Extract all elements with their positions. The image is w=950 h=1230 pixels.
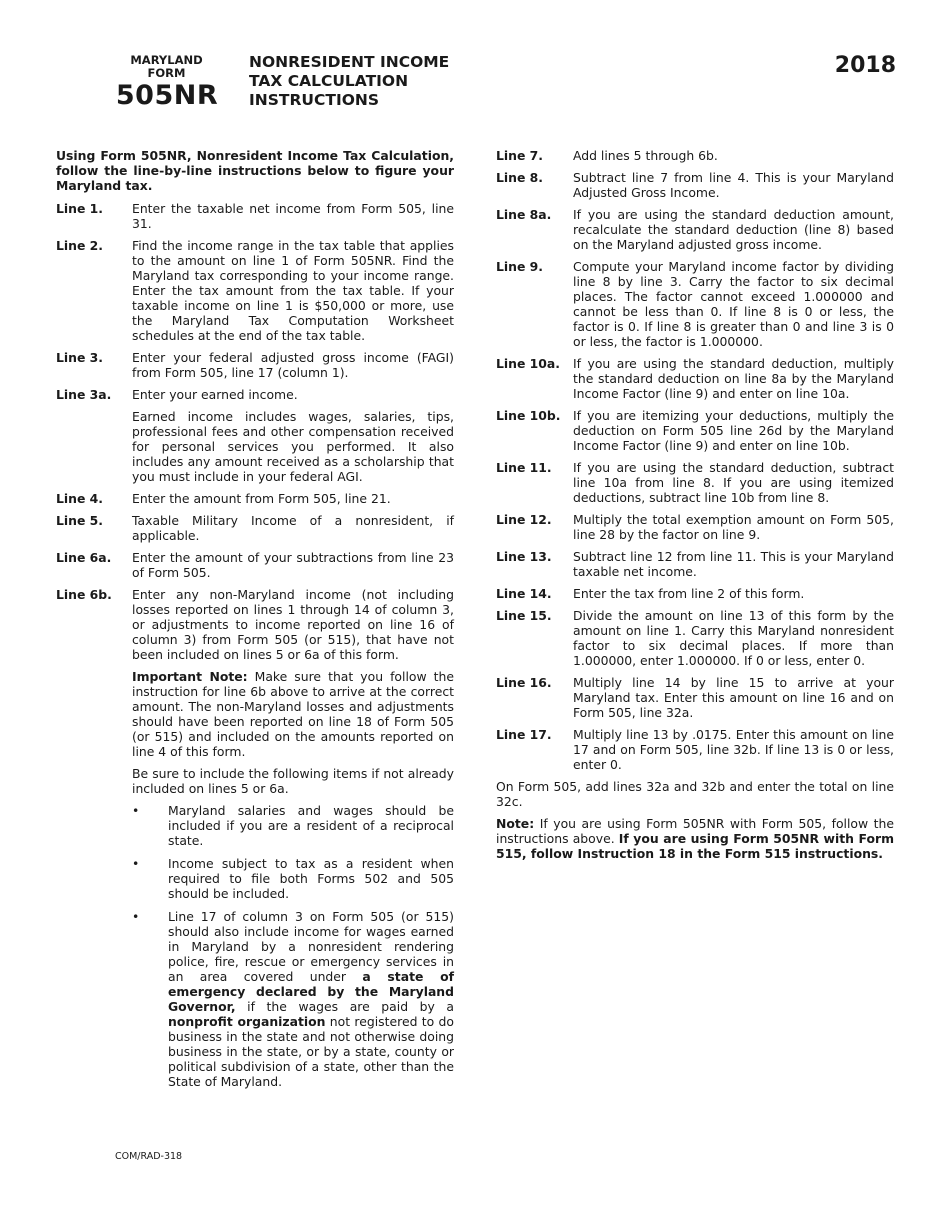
bullet-item [56, 856, 454, 901]
form-word-label: FORM [147, 66, 186, 80]
bullet-item [56, 803, 454, 848]
form-title-line: TAX CALCULATION [249, 72, 409, 90]
line-text: Subtract line 12 from line 11. This is your Maryland taxable net income. [573, 549, 894, 579]
bullet-text-part: not registered to do business in the state and not otherwise doing business in the state, or by a state, county or political subdivision of a state, other than the State of Maryland. [168, 1014, 454, 1089]
line-text: Enter the tax from line 2 of this form. [573, 586, 805, 601]
line-label: Line 7. [496, 148, 544, 163]
final-note-text: If you are using Form 505NR with Form 505, follow the instructions above. [496, 816, 894, 846]
bullet-item [56, 909, 454, 1089]
line-text: Multiply the total exemption amount on Form 505, line 28 by the factor on line 9. [573, 512, 894, 542]
line-text: Enter the taxable net income from Form 505, line 31. [132, 201, 454, 231]
bullet-text: Income subject to tax as a resident when required to file both Forms 502 and 505 should be included. [168, 856, 454, 901]
line-text: Subtract line 7 from line 4. This is your Maryland Adjusted Gross Income. [573, 170, 894, 200]
left-column [56, 148, 454, 1097]
line-label: Line 8. [496, 170, 544, 185]
line-text: Enter any non-Maryland income (not including losses reported on lines 1 through 14 of column 3, or adjustments to income reported on line 16 of column 3) from Form 505 (or 515), that have not been included on lines 5 or 6a of this form. [132, 587, 454, 662]
instruction-line-9 [496, 259, 894, 349]
line-label: Line 15. [496, 608, 552, 623]
instruction-line-4 [56, 491, 454, 506]
line-label: Line 4. [56, 491, 104, 506]
line-text: Enter your federal adjusted gross income (FAGI) from Form 505, line 17 (column 1). [132, 350, 454, 380]
line-text: Taxable Military Income of a nonresident, if applicable. [132, 513, 454, 543]
line-label: Line 6a. [56, 550, 112, 565]
earned-income-note: Earned income includes wages, salaries, tips, professional fees and other compensation received for personal services you performed. It also includes any amount received as a scholarship that you must include in your federal AGI. [132, 409, 454, 484]
line-text: Compute your Maryland income factor by dividing line 8 by line 3. Carry the factor to six decimal places. The factor cannot exceed 1.000000 and cannot be less than 0. If line 8 is 0 or less, the factor is 0. If line 8 is greater than 0 and line 3 is 0 or less, the factor is 1.000000. [573, 259, 894, 349]
bullet-text-part: if the wages are paid by a [235, 999, 454, 1014]
instruction-line-2 [56, 238, 454, 343]
line-label: Line 5. [56, 513, 104, 528]
bullet-text-bold: nonprofit organization [168, 1014, 326, 1029]
form-title [249, 53, 489, 110]
instruction-line-3 [56, 350, 454, 380]
important-note-text: Make sure that you follow the instruction for line 6b above to arrive at the correct amount. The non-Maryland losses and adjustments should have been reported on line 18 of Form 505 (or 515) and included on the amounts reported on line 4 of this form. [132, 669, 454, 759]
line-text: Find the income range in the tax table that applies to the amount on line 1 of Form 505NR. Find the Maryland tax corresponding to your income range. Enter the tax amount from the tax table. If your taxable income on line 1 is $50,000 or more, use the Maryland Tax Computation Worksheet schedules at the end of the tax table. [132, 238, 454, 343]
line-label: Line 6b. [56, 587, 112, 602]
important-note [56, 669, 454, 759]
instruction-line-17 [496, 727, 894, 772]
bullet-text: Maryland salaries and wages should be included if you are a resident of a reciprocal state. [168, 803, 454, 848]
instruction-line-6a [56, 550, 454, 580]
bullet-mark: • [132, 856, 140, 871]
instruction-line-11 [496, 460, 894, 505]
instruction-line-16 [496, 675, 894, 720]
line-label: Line 2. [56, 238, 104, 253]
bullet-text-part: Line 17 of column 3 on Form 505 (or 515) should also include income for wages earned in Maryland by a nonresident rendering police, fire, rescue or emergency services in an area covered under [168, 909, 454, 984]
instruction-line-5 [56, 513, 454, 543]
line-text: Enter your earned income. [132, 387, 298, 402]
form-title-line: NONRESIDENT INCOME [249, 53, 450, 71]
final-note-bold: If you are using Form 505NR with Form 515, follow Instruction 18 in the Form 515 instructions. [496, 831, 895, 861]
line-text: Multiply line 13 by .0175. Enter this amount on line 17 and on Form 505, line 32b. If line 13 is 0 or less, enter 0. [573, 727, 894, 772]
line-text: Multiply line 14 by line 15 to arrive at your Maryland tax. Enter this amount on line 16 and on Form 505, line 32a. [573, 675, 894, 720]
line-label: Line 16. [496, 675, 552, 690]
line-text: Divide the amount on line 13 of this form by the amount on line 1. Carry this Maryland nonresident factor to six decimal places. If more than 1.000000, enter 1.000000. If 0 or less, enter 0. [573, 608, 894, 668]
instruction-line-10b [496, 408, 894, 453]
form-code-footer: COM/RAD-318 [115, 1151, 183, 1162]
instruction-line-10a [496, 356, 894, 401]
line-text: Enter the amount from Form 505, line 21. [132, 491, 391, 506]
line-text: If you are using the standard deduction, subtract line 10a from line 8. If you are using itemized deductions, subtract line 10b from line 8. [573, 460, 894, 505]
instruction-line-8a [496, 207, 894, 252]
be-sure-paragraph: Be sure to include the following items if not already included on lines 5 or 6a. [132, 766, 454, 796]
instruction-line-6b [56, 587, 454, 662]
form-number: 505NR [115, 80, 219, 111]
form-state-label: MARYLAND [130, 53, 203, 67]
instruction-line-8 [496, 170, 894, 200]
line-label: Line 11. [496, 460, 552, 475]
instruction-line-15 [496, 608, 894, 668]
line-text: If you are itemizing your deductions, multiply the deduction on Form 505 line 26d by the Maryland Income Factor (line 9) and enter on line 10b. [573, 408, 894, 453]
final-note [496, 816, 894, 861]
line-label: Line 10b. [496, 408, 561, 423]
line-label: Line 14. [496, 586, 552, 601]
line-text: Enter the amount of your subtractions from line 23 of Form 505. [132, 550, 454, 580]
instruction-line-3a [56, 387, 454, 402]
instruction-line-13 [496, 549, 894, 579]
line-label: Line 1. [56, 201, 104, 216]
instruction-line-12 [496, 512, 894, 542]
instruction-line-7 [496, 148, 894, 163]
line-label: Line 10a. [496, 356, 560, 371]
form-title-line: INSTRUCTIONS [249, 91, 380, 109]
line-text: Add lines 5 through 6b. [573, 148, 718, 163]
bullet-text-bold: a state of emergency declared by the Maryland Governor, [168, 969, 454, 1014]
important-note-label: Important Note: [132, 669, 248, 684]
closing-paragraph: On Form 505, add lines 32a and 32b and enter the total on line 32c. [496, 779, 894, 809]
final-note-label: Note: [496, 816, 535, 831]
line-text: If you are using the standard deduction, multiply the standard deduction on line 8a by the Maryland Income Factor (line 9) and enter on line 10a. [573, 356, 894, 401]
line-label: Line 8a. [496, 207, 552, 222]
instruction-line-14 [496, 586, 894, 601]
bullet-text [168, 909, 454, 1089]
line-label: Line 17. [496, 727, 552, 742]
intro-paragraph: Using Form 505NR, Nonresident Income Tax Calculation, follow the line-by-line instructions below to figure your Maryland tax. [56, 148, 454, 193]
line-label: Line 3a. [56, 387, 112, 402]
line-label: Line 3. [56, 350, 104, 365]
line-label: Line 12. [496, 512, 552, 527]
tax-year: 2018 [834, 53, 896, 78]
bullet-mark: • [132, 803, 140, 818]
instruction-line-1 [56, 201, 454, 231]
line-label: Line 9. [496, 259, 544, 274]
line-text: If you are using the standard deduction amount, recalculate the standard deduction (line 8) based on the Maryland adjusted gross income. [573, 207, 894, 252]
line-label: Line 13. [496, 549, 552, 564]
right-column [496, 148, 894, 868]
bullet-mark: • [132, 909, 140, 924]
